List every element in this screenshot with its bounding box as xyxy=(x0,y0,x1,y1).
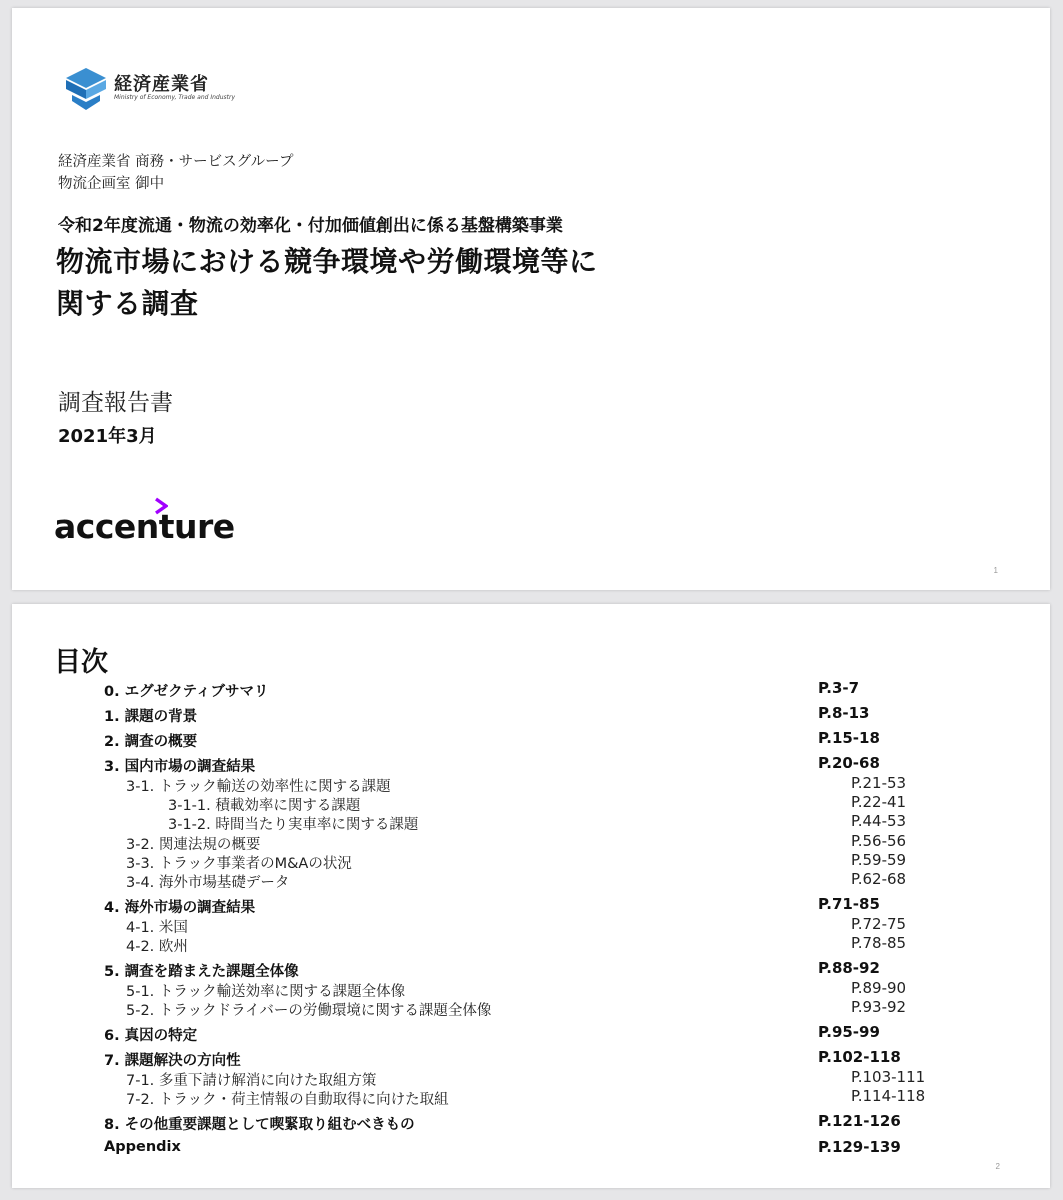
toc-entry xyxy=(12,1048,1050,1068)
page-number: 2 xyxy=(995,1162,1000,1171)
toc-entry-page: P.102-118 xyxy=(818,1048,901,1066)
toc-entry-title: 8. その他重要課題として喫緊取り組むべきもの xyxy=(104,1117,415,1133)
toc-entry-title: 3-4. 海外市場基礎データ xyxy=(126,875,290,891)
toc-heading: 目次 xyxy=(54,647,108,678)
toc-entry-title: 3-1-1. 積載効率に関する課題 xyxy=(168,798,361,814)
project-subtitle: 令和2年度流通・物流の効率化・付加価値創出に係る基盤構築事業 xyxy=(58,216,563,236)
toc-entry-page: P.62-68 xyxy=(851,870,907,888)
toc-slide xyxy=(12,604,1050,1188)
report-type: 調査報告書 xyxy=(58,390,173,416)
toc-entry-page: P.103-111 xyxy=(851,1068,926,1086)
toc-entry-title: 6. 真因の特定 xyxy=(104,1028,198,1044)
toc-entry-title: 7. 課題解決の方向性 xyxy=(104,1053,241,1069)
toc-entry-page: P.44-53 xyxy=(851,812,907,830)
toc-entry-page: P.15-18 xyxy=(818,729,880,747)
toc-entry xyxy=(12,754,1050,774)
toc-entry-page: P.129-139 xyxy=(818,1138,901,1156)
toc-entry-page: P.56-56 xyxy=(851,832,907,850)
toc-entry xyxy=(12,934,1050,954)
toc-entry xyxy=(12,774,1050,794)
addressee-line-1: 経済産業省 商務・サービスグループ xyxy=(58,154,294,170)
toc-entry-title: 3-1. トラック輸送の効率性に関する課題 xyxy=(126,779,391,795)
toc-entry xyxy=(12,998,1050,1018)
toc-entry xyxy=(12,979,1050,999)
toc-entry-title: 1. 課題の背景 xyxy=(104,709,198,725)
toc-entry-page: P.20-68 xyxy=(818,754,880,772)
toc-entry xyxy=(12,1023,1050,1043)
toc-entry-page: P.71-85 xyxy=(818,895,880,913)
accenture-logo: accenture xyxy=(54,507,235,546)
meti-logo-name-en: Ministry of Economy, Trade and Industry xyxy=(114,94,236,101)
toc-entry-page: P.78-85 xyxy=(851,934,907,952)
toc-entry-page: P.114-118 xyxy=(851,1087,926,1105)
toc-entry-page: P.72-75 xyxy=(851,915,907,933)
toc-entry xyxy=(12,812,1050,832)
toc-entry-title: 3-2. 関連法規の概要 xyxy=(126,837,261,853)
page-number: 1 xyxy=(993,566,998,575)
report-title-line-2: 関する調査 xyxy=(56,287,199,320)
addressee-line-2: 物流企画室 御中 xyxy=(58,176,165,192)
toc-entry xyxy=(12,832,1050,852)
toc-entry-title: 4-1. 米国 xyxy=(126,920,188,936)
toc-entry-page: P.89-90 xyxy=(851,979,907,997)
toc-entry-title: 5-1. トラック輸送効率に関する課題全体像 xyxy=(126,984,406,1000)
toc-entry xyxy=(12,1087,1050,1107)
toc-entry xyxy=(12,870,1050,890)
toc-entry-page: P.22-41 xyxy=(851,793,907,811)
toc-entry-title: 4-2. 欧州 xyxy=(126,939,188,955)
toc-entry-title: 5. 調査を踏まえた課題全体像 xyxy=(104,964,299,980)
toc-entry-page: P.93-92 xyxy=(851,998,907,1016)
toc-entry-title: Appendix xyxy=(104,1139,181,1155)
report-date: 2021年3月 xyxy=(58,426,157,447)
toc-entry-title: 4. 海外市場の調査結果 xyxy=(104,900,256,916)
toc-entry xyxy=(12,679,1050,699)
toc-entry-title: 3. 国内市場の調査結果 xyxy=(104,759,256,775)
meti-logo-name-jp: 経済産業省 xyxy=(114,74,209,95)
cover-slide xyxy=(12,8,1050,590)
toc-entry xyxy=(12,704,1050,724)
report-title-line-1: 物流市場における競争環境や労働環境等に xyxy=(56,245,598,278)
toc-entry-title: 0. エグゼクティブサマリ xyxy=(104,684,269,700)
toc-entry-page: P.21-53 xyxy=(851,774,907,792)
toc-entry-page: P.88-92 xyxy=(818,959,880,977)
toc-entry-page: P.59-59 xyxy=(851,851,907,869)
toc-entry xyxy=(12,915,1050,935)
toc-entry xyxy=(12,1138,1050,1158)
toc-entry-page: P.8-13 xyxy=(818,704,870,722)
toc-entry xyxy=(12,729,1050,749)
toc-entry xyxy=(12,895,1050,915)
toc-entry-title: 5-2. トラックドライバーの労働環境に関する課題全体像 xyxy=(126,1003,492,1019)
toc-entry-title: 7-1. 多重下請け解消に向けた取組方策 xyxy=(126,1073,377,1089)
toc-entry xyxy=(12,1112,1050,1132)
toc-entry-title: 2. 調査の概要 xyxy=(104,734,198,750)
toc-entry xyxy=(12,1068,1050,1088)
toc-entry-title: 3-1-2. 時間当たり実車率に関する課題 xyxy=(168,817,419,833)
toc-entry-page: P.95-99 xyxy=(818,1023,880,1041)
meti-logo xyxy=(66,66,266,112)
toc-entry xyxy=(12,851,1050,871)
toc-entry-title: 7-2. トラック・荷主情報の自動取得に向けた取組 xyxy=(126,1092,449,1108)
toc-entry-page: P.121-126 xyxy=(818,1112,901,1130)
toc-list xyxy=(12,604,1050,1188)
toc-entry xyxy=(12,793,1050,813)
toc-entry xyxy=(12,959,1050,979)
meti-logo-icon xyxy=(66,68,106,110)
toc-entry-page: P.3-7 xyxy=(818,679,860,697)
toc-entry-title: 3-3. トラック事業者のM&Aの状況 xyxy=(126,856,352,872)
